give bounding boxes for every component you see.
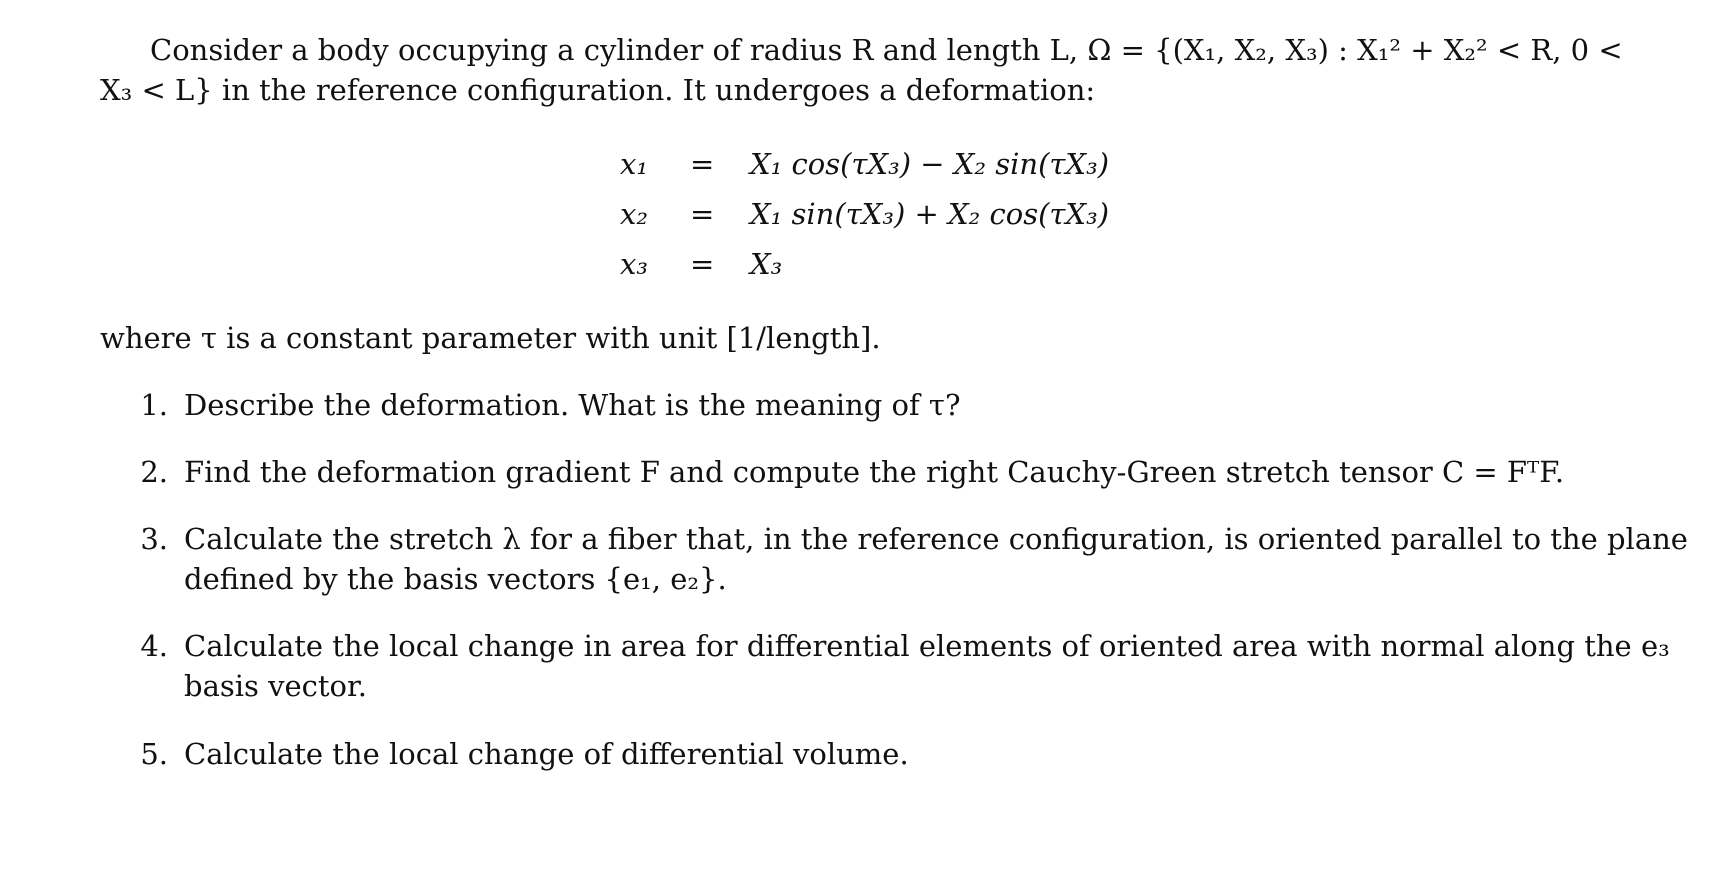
list-item-1-text: Describe the deformation. What is the meaning of τ? <box>184 388 961 422</box>
equation-3-equals: = <box>690 247 715 281</box>
list-item-2-number: 2. <box>140 455 168 489</box>
equation-3-lhs: x₃ <box>620 247 648 281</box>
where-statement: where τ is a constant parameter with unit [1/length]. <box>100 321 881 355</box>
list-item-4-text: Calculate the local change in area for differential elements of oriented area with normal along the e₃ <box>184 629 1670 663</box>
list-item-3-number: 3. <box>140 522 168 556</box>
list-item-3-text: Calculate the stretch λ for a fiber that, in the reference configuration, is oriented parallel to the plane <box>184 522 1688 556</box>
list-item-5-text: Calculate the local change of differential volume. <box>184 737 909 771</box>
list-item-1-number: 1. <box>140 388 168 422</box>
equation-1-lhs: x₁ <box>620 147 648 181</box>
equation-1-rhs: X₁ cos(τX₃) − X₂ sin(τX₃) <box>750 147 1110 181</box>
equation-3-rhs: X₃ <box>750 247 783 281</box>
intro-paragraph-line-1: Consider a body occupying a cylinder of radius R and length L, Ω = {(X₁, X₂, X₃) : X₁² + X₂² < R, 0 < <box>150 33 1623 67</box>
equation-2-lhs: x₂ <box>620 197 648 231</box>
list-item-2-text: Find the deformation gradient F and compute the right Cauchy-Green stretch tensor C = FᵀF. <box>184 455 1565 489</box>
equation-2-equals: = <box>690 197 715 231</box>
equation-1-equals: = <box>690 147 715 181</box>
equation-2-rhs: X₁ sin(τX₃) + X₂ cos(τX₃) <box>750 197 1110 231</box>
list-item-3-text-continued: defined by the basis vectors {e₁, e₂}. <box>184 562 727 596</box>
list-item-4-number: 4. <box>140 629 168 663</box>
intro-paragraph-line-2: X₃ < L} in the reference configuration. It undergoes a deformation: <box>100 73 1096 107</box>
list-item-5-number: 5. <box>140 737 168 771</box>
list-item-4-text-continued: basis vector. <box>184 669 367 703</box>
